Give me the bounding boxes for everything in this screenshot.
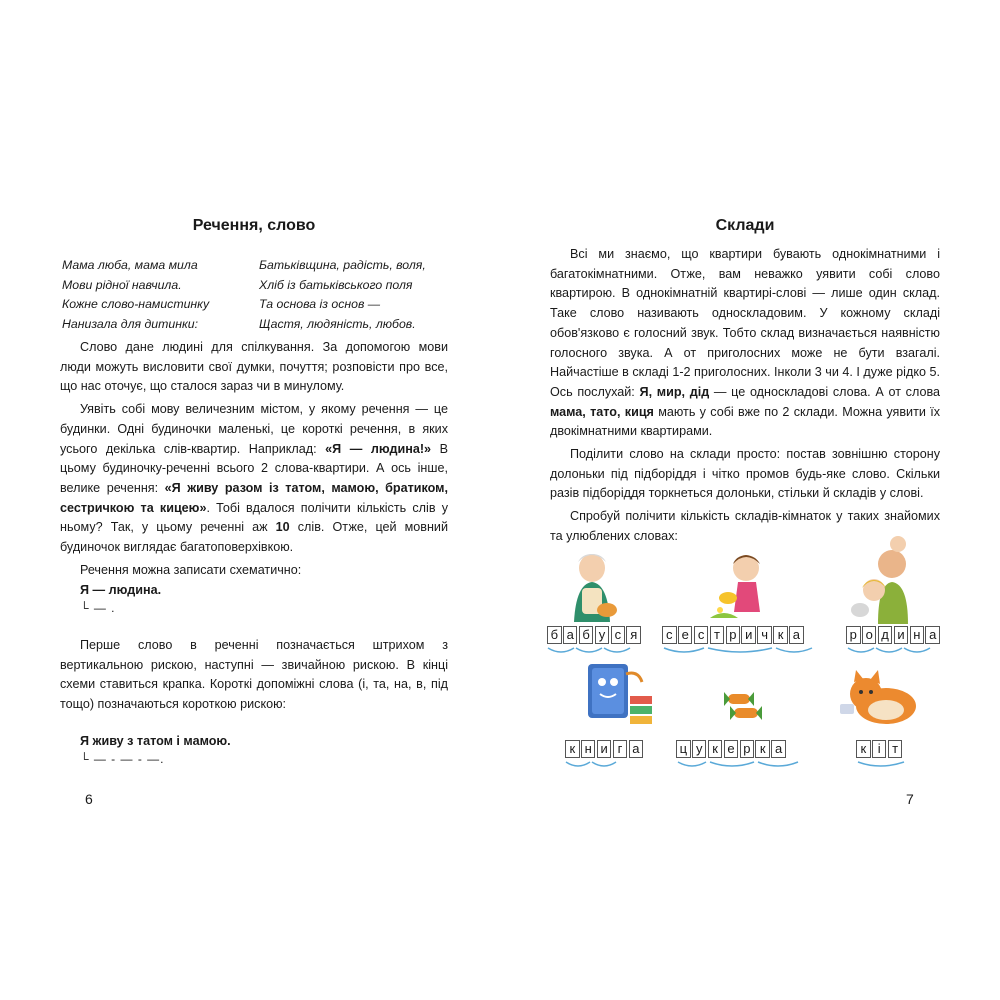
page-number-left: 6 xyxy=(85,791,93,807)
letter-tile: ц xyxy=(676,740,691,758)
letter-tile: б xyxy=(579,626,594,644)
letter-tile: т xyxy=(888,740,903,758)
letter-tile: д xyxy=(878,626,893,644)
letter-tile: г xyxy=(613,740,628,758)
syllable-arc xyxy=(678,762,706,766)
paragraph: Перше слово в реченні позначається штрихом з вертикальною рискою, наступні — звичайною рискою. В кінці схеми ставиться крапка. Короткі допоміжні слова (і, та, на, в, під тощо) позначаються короткою рискою: xyxy=(60,638,448,712)
right-body-text xyxy=(550,245,940,550)
syllable-arc xyxy=(566,762,590,766)
syllable-arc xyxy=(548,648,574,652)
letter-tile: а xyxy=(925,626,940,644)
syllable-arc xyxy=(664,648,704,652)
letter-tile: о xyxy=(862,626,877,644)
paragraph: Слово дане людині для спілкування. За допомогою мови люди можуть висловити свої думки, почуття; розповісти про все, що нас оточує, що сталося зараз чи в минулому. xyxy=(60,340,448,394)
syllable-arc xyxy=(858,762,904,766)
page-title-left: Речення, слово xyxy=(192,217,316,234)
syllable-arc xyxy=(848,648,874,652)
sentence-scheme: └ — - — - —. xyxy=(80,752,165,766)
letter-tile: с xyxy=(694,626,709,644)
sister-illustration xyxy=(704,548,774,624)
syllable-arc xyxy=(592,762,616,766)
letter-tile: н xyxy=(581,740,596,758)
left-body-text-2 xyxy=(60,636,448,718)
poem-line: Та основа із основ — xyxy=(259,297,381,312)
letter-tile: у xyxy=(595,626,610,644)
poem-line: Хліб із батьківського поля xyxy=(259,277,413,292)
letter-tile: у xyxy=(692,740,707,758)
letter-tile: б xyxy=(547,626,562,644)
letter-tile: к xyxy=(755,740,770,758)
sentence-scheme: └ — . xyxy=(80,601,116,615)
letter-tile: т xyxy=(710,626,725,644)
syllable-arc xyxy=(576,648,602,652)
paragraph: Уявіть собі мову величезним містом, у якому речення — це будинки. Одні будиночки маленькі, це короткі речення, в яких усього декілька слів-квартир. Наприклад: «Я — людина!» В цьому будиночку-реченні всього 2 слова-квартири. А ось інше, велике речення: «Я живу разом із татом, мамою, братиком, сестричкою та кицею». Тобі вдалося полічити кількість слів у ньому? Так, у цьому реченні аж 10 слів. Отже, цей мовний будиночок виглядає багатоповерхівкою. xyxy=(60,402,449,555)
letter-tile: и xyxy=(597,740,612,758)
family-illustration xyxy=(848,534,922,624)
letter-tile: с xyxy=(611,626,626,644)
letter-tile: н xyxy=(910,626,925,644)
left-body-text xyxy=(60,338,448,583)
letter-tile: к xyxy=(565,740,580,758)
grandma-illustration xyxy=(562,548,622,624)
letter-tile: а xyxy=(629,740,644,758)
poem-line: Мови рідної навчила. xyxy=(62,277,182,292)
letter-tile: с xyxy=(662,626,677,644)
syllable-arc xyxy=(904,648,930,652)
paragraph: Спробуй полічити кількість складів-кімнаток у таких знайомих та улюблених словах: xyxy=(550,509,940,543)
poem-line: Кожне слово-намистинку xyxy=(62,297,210,312)
letter-tile: и xyxy=(894,626,909,644)
letter-tile: а xyxy=(789,626,804,644)
syllable-arc xyxy=(876,648,902,652)
paragraph: Речення можна записати схематично: xyxy=(80,562,302,577)
letter-tile: а xyxy=(563,626,578,644)
letter-tile: р xyxy=(726,626,741,644)
example-2 xyxy=(80,732,231,768)
poem-line: Мама люба, мама мила xyxy=(62,258,198,272)
letter-tile: е xyxy=(724,740,739,758)
paragraph: Всі ми знаємо, що квартири бувають однокімнатними і багатокімнатними. Отже, вам неважко уявити собі слово квартирою. В однокімнатній квартирі-слові — лише один склад. Таке слово називають односкладовим. У кожному складі обов'язково є голосний звук. Тобто склад визначається наявністю голосного звука. А от приголосних може не бути взагалі. Найчастіше в складі 1-2 приголосних. Інколи 3 чи 4. І дуже рідко 5. Ось послухай: Я, мир, дід — це односкладові слова. А от слова мама, тато, киця мають у собі вже по 2 склади. Можна уявити їх двокімнатними квартирами. xyxy=(550,247,940,439)
letter-tile: и xyxy=(741,626,756,644)
page-title-right: Склади xyxy=(715,217,775,234)
letter-tile: к xyxy=(708,740,723,758)
syllable-arcs xyxy=(540,640,940,780)
example-sentence: Я живу з татом і мамою. xyxy=(80,734,231,748)
letter-tile: р xyxy=(846,626,861,644)
page-number-right: 7 xyxy=(906,791,914,807)
poem xyxy=(62,256,448,334)
paragraph: Поділити слово на склади просто: постав зовнішню сторону долоньки під підборіддя і чітко промов будь-яке слово. Скільки разів підборіддя торкнеться долоньки, стільки й складів у слові. xyxy=(550,447,940,501)
syllable-arc xyxy=(758,762,798,766)
syllable-arc xyxy=(604,648,630,652)
letter-tile: ч xyxy=(757,626,772,644)
poem-line: Батьківщина, радість, воля, xyxy=(259,258,426,272)
letter-tile: р xyxy=(740,740,755,758)
example-sentence: Я — людина. xyxy=(80,583,162,597)
poem-column-1 xyxy=(62,256,251,334)
syllable-arc xyxy=(708,648,772,652)
poem-line: Щастя, людяність, любов. xyxy=(259,316,416,331)
letter-tile: к xyxy=(856,740,871,758)
letter-tile: к xyxy=(773,626,788,644)
letter-tile: я xyxy=(626,626,641,644)
syllable-arc xyxy=(776,648,812,652)
poem-column-2 xyxy=(251,256,448,334)
example-1 xyxy=(80,581,161,617)
letter-tile: і xyxy=(872,740,887,758)
syllable-arc xyxy=(710,762,754,766)
letter-tile: а xyxy=(771,740,786,758)
letter-tile: е xyxy=(678,626,693,644)
poem-line: Нанизала для дитинки: xyxy=(62,316,199,331)
